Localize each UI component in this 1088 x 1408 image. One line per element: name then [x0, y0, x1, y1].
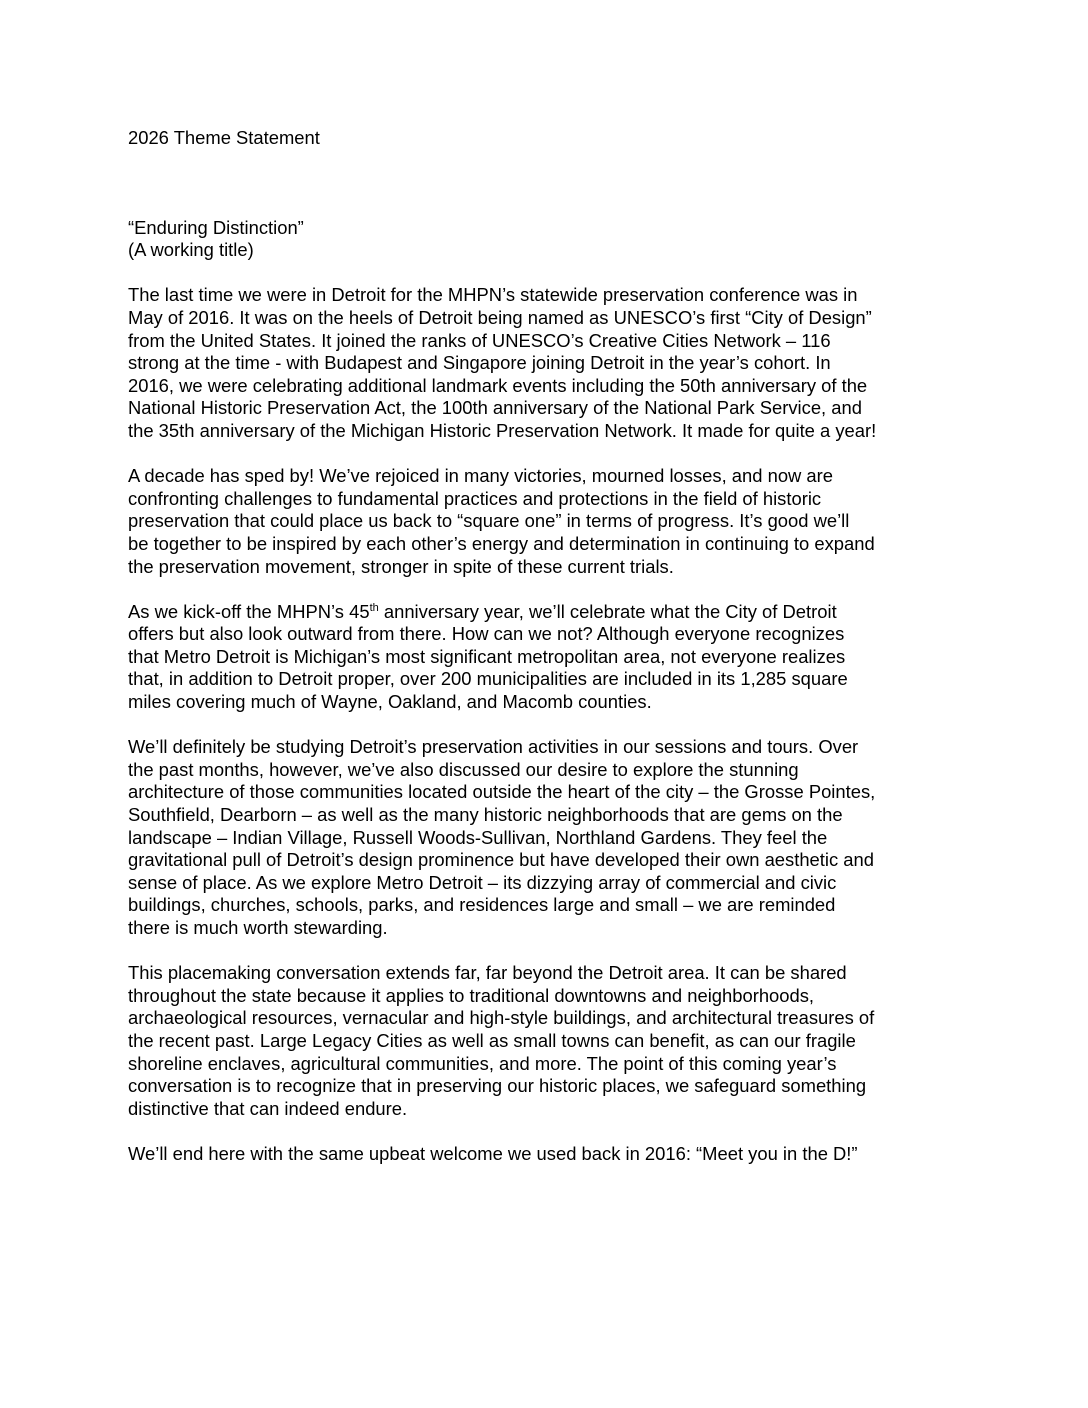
paragraph-4 — [128, 736, 928, 939]
paragraph-line: the preservation movement, stronger in spite of these current trials. — [128, 555, 674, 577]
paragraph-line: We’ll end here with the same upbeat welcome we used back in 2016: “Meet you in the D!” — [128, 1142, 858, 1164]
paragraph-line: We’ll definitely be studying Detroit’s preservation activities in our sessions and tours. Over — [128, 736, 859, 758]
ordinal-suffix: th — [369, 601, 379, 614]
paragraph-line: that Metro Detroit is Michigan’s most significant metropolitan area, not everyone realizes — [128, 645, 846, 667]
paragraph-line: gravitational pull of Detroit’s design prominence but have developed their own aesthetic and — [128, 849, 874, 871]
paragraph-line: archaeological resources, vernacular and high-style buildings, and architectural treasures of — [128, 1007, 875, 1029]
paragraph-line: strong at the time - with Budapest and Singapore joining Detroit in the year’s cohort. In — [128, 352, 831, 374]
title-block — [128, 217, 928, 262]
paragraph-line: This placemaking conversation extends far, far beyond the Detroit area. It can be shared — [128, 962, 847, 984]
paragraph-line: there is much worth stewarding. — [128, 917, 388, 938]
paragraph-line: sense of place. As we explore Metro Detroit – its dizzying array of commercial and civic — [128, 871, 837, 893]
paragraph-line: National Historic Preservation Act, the 100th anniversary of the National Park Service, and — [128, 397, 862, 419]
paragraph-line: shoreline enclaves, agricultural communities, and more. The point of this coming year’s — [128, 1052, 837, 1074]
paragraph-line: 2016, we were celebrating additional landmark events including the 50th anniversary of the — [128, 374, 868, 396]
document-heading: 2026 Theme Statement — [128, 127, 320, 148]
paragraph-line: the 35th anniversary of the Michigan Historic Preservation Network. It made for quite a year! — [128, 419, 877, 441]
paragraph-line: conversation is to recognize that in preserving our historic places, we safeguard something — [128, 1075, 867, 1097]
first-line-after: anniversary year, we’ll celebrate what the City of Detroit — [378, 600, 837, 622]
first-line-before: As we kick-off the MHPN’s 45 — [128, 600, 370, 622]
paragraph-line: distinctive that can indeed endure. — [128, 1097, 408, 1119]
document-title: “Enduring Distinction” — [128, 216, 304, 238]
paragraph-6 — [128, 1143, 928, 1166]
paragraph-line: offers but also look outward from there. How can we not? Although everyone recognizes — [128, 623, 845, 645]
paragraph-line: preservation that could place us back to “square one” in terms of progress. It’s good we’ll — [128, 510, 850, 532]
paragraph-line: A decade has sped by! We’ve rejoiced in many victories, mourned losses, and now are — [128, 465, 834, 487]
document-subtitle: (A working title) — [128, 239, 254, 261]
paragraph-line: that, in addition to Detroit proper, over 200 municipalities are included in its 1,285 square — [128, 668, 848, 690]
paragraph-line: The last time we were in Detroit for the MHPN’s statewide preservation conference was in — [128, 284, 858, 306]
paragraph-line: confronting challenges to fundamental practices and protections in the field of historic — [128, 487, 822, 509]
paragraph-line: May of 2016. It was on the heels of Detroit being named as UNESCO’s first “City of Design” — [128, 306, 872, 328]
paragraph-line: from the United States. It joined the ranks of UNESCO’s Creative Cities Network – 116 — [128, 329, 831, 351]
paragraph-line: the recent past. Large Legacy Cities as well as small towns can benefit, as can our fragile — [128, 1029, 856, 1051]
paragraph-line: the past months, however, we’ve also discussed our desire to explore the stunning — [128, 758, 799, 780]
paragraph-first-line — [128, 601, 928, 624]
paragraph-line: miles covering much of Wayne, Oakland, and Macomb counties. — [128, 691, 652, 713]
document-body — [128, 127, 928, 1188]
paragraph-1 — [128, 284, 928, 442]
paragraph-line: buildings, churches, schools, parks, and residences large and small – we are reminded — [128, 894, 836, 916]
paragraph-line: throughout the state because it applies to traditional downtowns and neighborhoods, — [128, 984, 815, 1006]
paragraph-5 — [128, 962, 928, 1120]
paragraph-line: architecture of those communities located outside the heart of the city – the Grosse Pointes, — [128, 781, 876, 803]
paragraph-2 — [128, 465, 928, 578]
paragraph-line: be together to be inspired by each other’s energy and determination in continuing to expand — [128, 532, 875, 554]
paragraph-3 — [128, 601, 928, 714]
paragraph-line: landscape – Indian Village, Russell Woods-Sullivan, Northland Gardens. They feel the — [128, 826, 828, 848]
paragraph-line: Southfield, Dearborn – as well as the many historic neighborhoods that are gems on the — [128, 804, 843, 826]
